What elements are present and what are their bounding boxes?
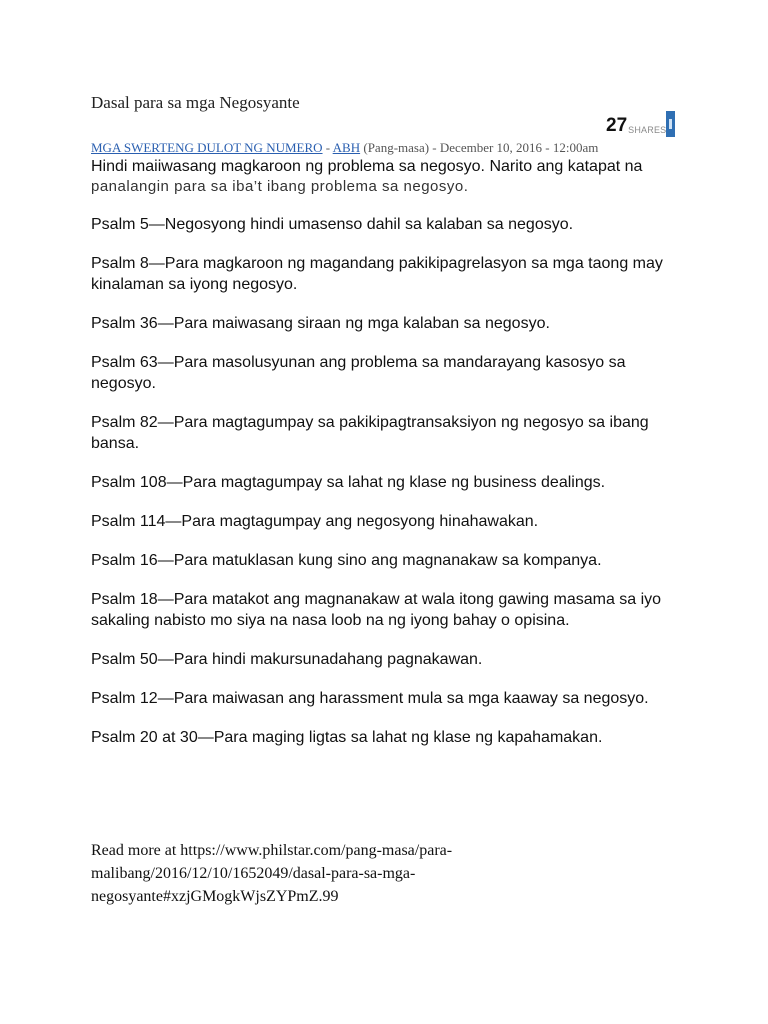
byline-source-date: (Pang-masa) - December 10, 2016 - 12:00am	[360, 140, 599, 155]
intro-line-1: Hindi maiiwasang magkaroon ng problema sa negosyo. Narito ang katapat na	[91, 158, 643, 175]
psalm-item: Psalm 8—Para magkaroon ng magandang pakikipagrelasyon sa mga taong may kinalaman sa iyong negosyo.	[91, 255, 663, 293]
share-icon[interactable]	[666, 111, 675, 137]
psalm-item: Psalm 20 at 30—Para maging ligtas sa lahat ng klase ng kapahamakan.	[91, 729, 603, 746]
byline-separator: -	[322, 140, 333, 155]
share-label: SHARES	[628, 125, 667, 135]
share-counter[interactable]	[606, 111, 675, 137]
psalm-item: Psalm 82—Para magtagumpay sa pakikipagtransaksiyon ng negosyo sa ibang bansa.	[91, 414, 649, 452]
psalm-item: Psalm 5—Negosyong hindi umasenso dahil sa kalaban sa negosyo.	[91, 216, 574, 233]
intro-line-2: panalangin para sa iba’t ibang problema sa negosyo.	[91, 178, 469, 195]
article-title: Dasal para sa mga Negosyante	[91, 93, 300, 112]
psalm-item: Psalm 50—Para hindi makursunadahang pagnakawan.	[91, 651, 483, 668]
psalm-item: Psalm 114—Para magtagumpay ang negosyong hinahawakan.	[91, 513, 539, 530]
share-count: 27	[606, 115, 628, 136]
psalm-item: Psalm 12—Para maiwasan ang harassment mula sa mga kaaway sa negosyo.	[91, 690, 649, 707]
read-more-text: Read more at https://www.philstar.com/pang-masa/para-malibang/2016/12/10/1652049/dasal-para-sa-mga-negosyante#xzjGMogkWjsZYPmZ.99	[91, 842, 453, 905]
byline	[91, 140, 598, 156]
psalm-item: Psalm 18—Para matakot ang magnanakaw at wala itong gawing masama sa iyo sakaling nabisto mo siya na nasa loob na ng iyong bahay o opisina.	[91, 591, 662, 629]
intro-paragraph	[91, 157, 691, 197]
psalm-list	[91, 214, 691, 766]
psalm-item: Psalm 16—Para matuklasan kung sino ang magnanakaw sa kompanya.	[91, 552, 602, 569]
section-link[interactable]: MGA SWERTENG DULOT NG NUMERO	[91, 140, 323, 155]
psalm-item: Psalm 63—Para masolusyunan ang problema sa mandarayang kasosyo sa negosyo.	[91, 354, 626, 392]
psalm-item: Psalm 36—Para maiwasang siraan ng mga kalaban sa negosyo.	[91, 315, 550, 332]
psalm-item: Psalm 108—Para magtagumpay sa lahat ng klase ng business dealings.	[91, 474, 606, 491]
author-link[interactable]: ABH	[332, 140, 361, 155]
